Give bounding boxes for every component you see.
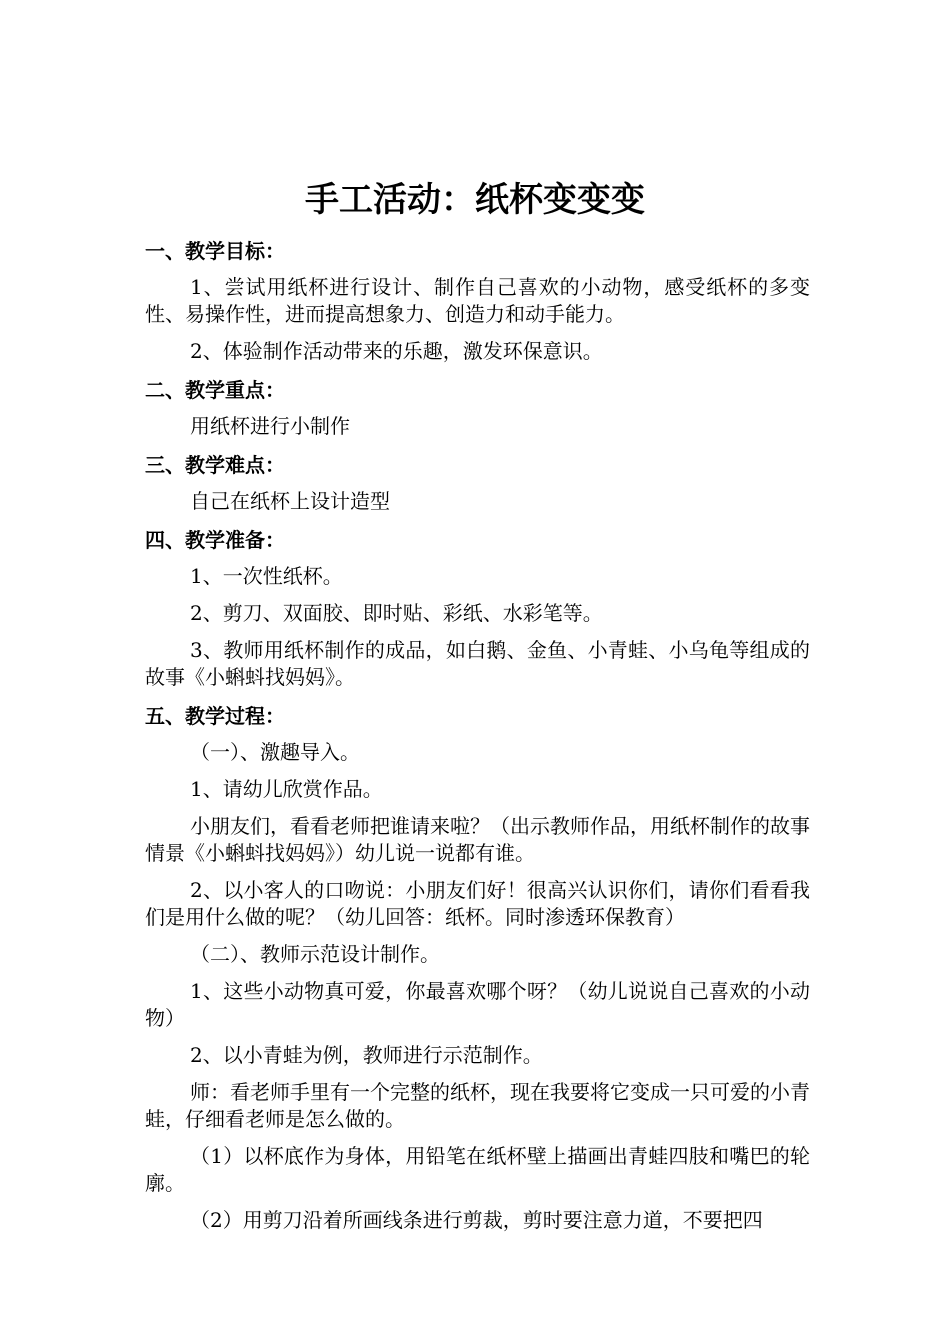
paragraph: 3、教师用纸杯制作的成品，如白鹅、金鱼、小青蛙、小乌龟等组成的故事《小蝌蚪找妈妈》。 [145, 638, 810, 689]
paragraph: （1）以杯底作为身体，用铅笔在纸杯壁上描画出青蛙四肢和嘴巴的轮廓。 [145, 1144, 810, 1195]
paragraph: 2、体验制作活动带来的乐趣，激发环保意识。 [190, 339, 603, 363]
section-teaching-goals [145, 236, 810, 365]
paragraph: 自己在纸杯上设计造型 [190, 489, 390, 513]
paragraph: （2）用剪刀沿着所画线条进行剪裁，剪时要注意力道，不要把四 [190, 1208, 763, 1232]
paragraph: 2、剪刀、双面胶、即时贴、彩纸、水彩笔等。 [190, 601, 603, 625]
paragraph: 用纸杯进行小制作 [190, 414, 350, 438]
paragraph: 1、一次性纸杯。 [190, 564, 343, 588]
section-heading: 二、教学重点： [145, 378, 285, 402]
section-heading: 四、教学准备： [145, 528, 285, 552]
section-heading: 一、教学目标： [145, 239, 285, 263]
paragraph: 2、以小青蛙为例，教师进行示范制作。 [190, 1043, 543, 1067]
section-teaching-preparation [145, 525, 810, 691]
paragraph: （二）、教师示范设计制作。 [190, 942, 440, 966]
paragraph: 1、这些小动物真可爱，你最喜欢哪个呀？（幼儿说说自己喜欢的小动物） [145, 979, 810, 1030]
paragraph: 1、请幼儿欣赏作品。 [190, 777, 383, 801]
paragraph: 师：看老师手里有一个完整的纸杯，现在我要将它变成一只可爱的小青蛙，仔细看老师是怎么做的。 [145, 1080, 810, 1131]
section-teaching-process [145, 701, 810, 1234]
section-heading: 五、教学过程： [145, 704, 285, 728]
document-body [145, 236, 810, 1244]
paragraph: 1、尝试用纸杯进行设计、制作自己喜欢的小动物，感受纸杯的多变性、易操作性，进而提高想象力、创造力和动手能力。 [145, 275, 810, 326]
paragraph: 2、以小客人的口吻说：小朋友们好！很高兴认识你们，请你们看看我们是用什么做的呢？（幼儿回答：纸杯。同时渗透环保教育） [145, 878, 810, 929]
section-teaching-focus [145, 375, 810, 440]
section-teaching-difficulty [145, 450, 810, 515]
document-title: 手工活动：纸杯变变变 [305, 180, 645, 220]
paragraph: 小朋友们，看看老师把谁请来啦？（出示教师作品，用纸杯制作的故事情景《小蝌蚪找妈妈》）幼儿说一说都有谁。 [145, 814, 810, 865]
section-heading: 三、教学难点： [145, 453, 285, 477]
paragraph: （一）、激趣导入。 [190, 740, 360, 764]
